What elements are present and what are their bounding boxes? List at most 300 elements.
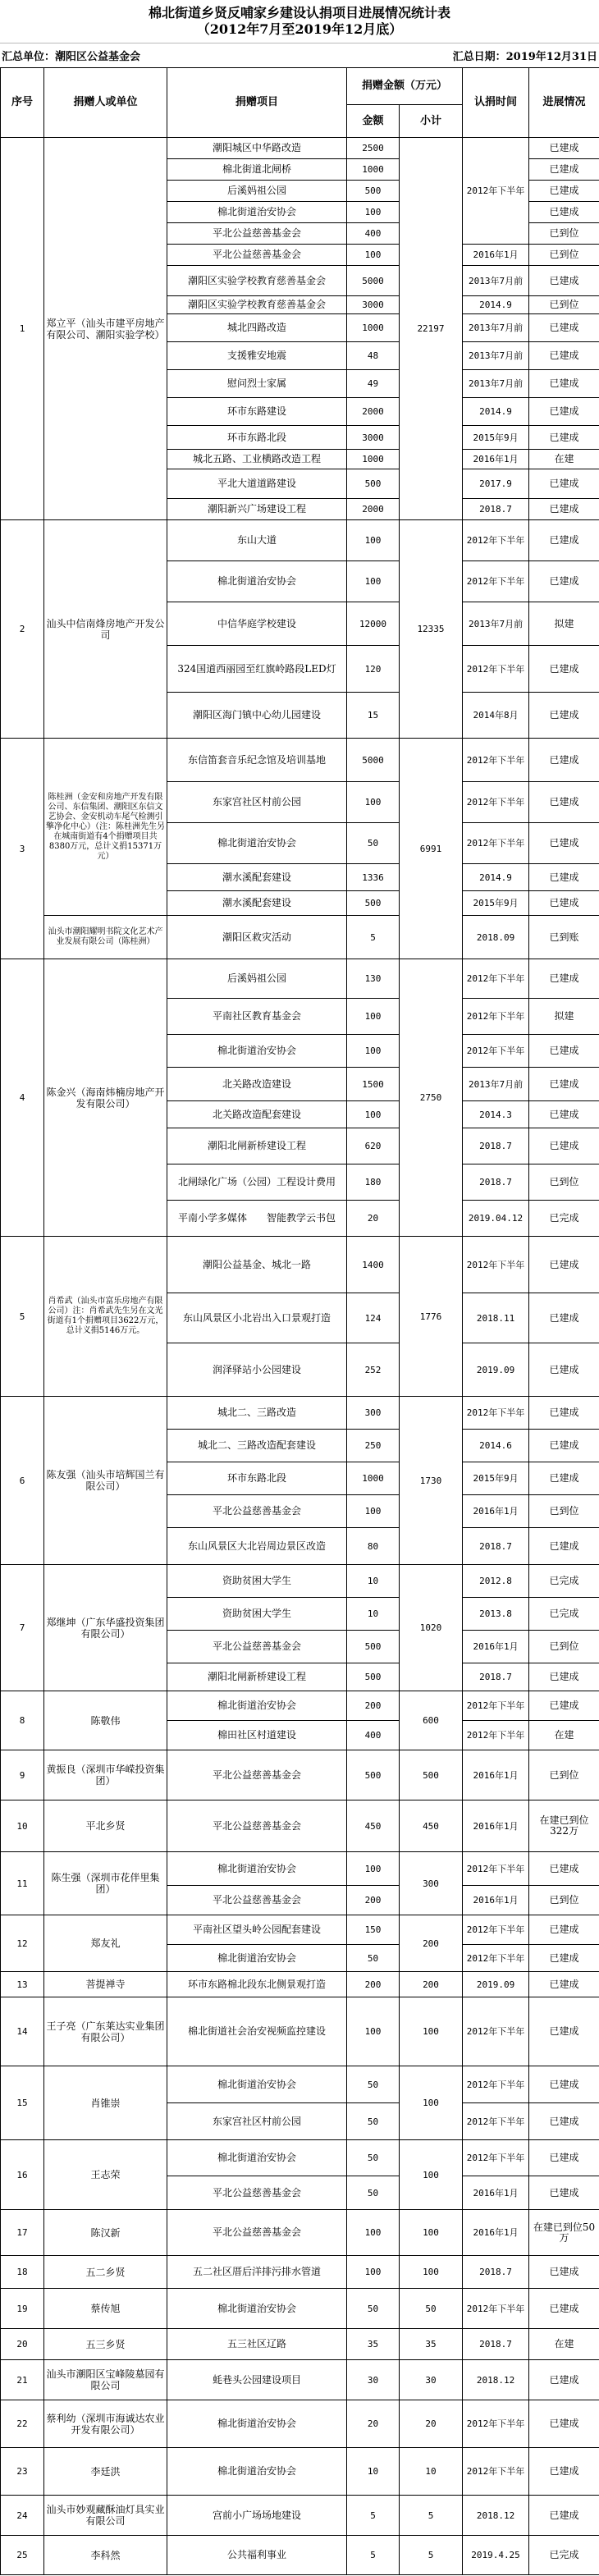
status-cell: 已建成 xyxy=(529,864,599,891)
time-cell: 2018.7 xyxy=(463,2256,529,2289)
status-cell: 已建成 xyxy=(529,520,599,561)
status-cell: 已建成 xyxy=(529,823,599,864)
amount-cell: 500 xyxy=(347,891,400,916)
table-row xyxy=(1,739,599,782)
donor-cell: 陈桂洲（金安和房地产开发有限公司、东信集团、潮阳区东信文艺协会、金安机动车尾气检测引擎净化中心）（注：陈桂洲先生另在城南街道有4个捐赠项目共8380万元，总计义捐15371万元） xyxy=(44,739,167,916)
title-line1: 棉北街道乡贤反哺家乡建设认捐项目进展情况统计表 xyxy=(148,5,450,21)
table-row xyxy=(1,2329,599,2360)
subtotal-cell: 22197 xyxy=(400,138,463,520)
project-cell: 潮阳北闸新桥建设工程 xyxy=(167,1663,347,1691)
project-cell: 潮阳区海门镇中心幼儿园建设 xyxy=(167,693,347,739)
subtotal-cell: 12335 xyxy=(400,520,463,739)
amount-cell: 100 xyxy=(347,1101,400,1128)
project-cell: 棉田社区村道建设 xyxy=(167,1721,347,1750)
header-amount-group: 捐赠金额（万元） xyxy=(347,68,463,105)
time-cell: 2019.4.25 xyxy=(463,2536,529,2575)
time-cell: 2012年下半年 xyxy=(463,1852,529,1886)
time-cell: 2013年7月前 xyxy=(463,1068,529,1101)
seq-cell: 16 xyxy=(1,2140,44,2210)
summary-unit: 汇总单位：潮阳区公益基金会 xyxy=(2,51,141,63)
project-cell: 棉北街道社会治安视频监控建设 xyxy=(167,1997,347,2066)
project-cell: 环市东路棉北段东北侧景观打造 xyxy=(167,1972,347,1997)
amount-cell: 500 xyxy=(347,469,400,499)
amount-cell: 100 xyxy=(347,1035,400,1068)
project-cell: 北关路改造建设 xyxy=(167,1068,347,1101)
project-cell: 东家宫社区村前公园 xyxy=(167,782,347,823)
time-cell: 2012年下半年 xyxy=(463,739,529,782)
donor-cell: 郑友礼 xyxy=(44,1915,167,1972)
amount-cell: 100 xyxy=(347,245,400,266)
time-cell: 2012年下半年 xyxy=(463,646,529,693)
project-cell: 潮阳城区中华路改造 xyxy=(167,138,347,159)
table-row xyxy=(1,520,599,561)
subtotal-cell: 600 xyxy=(400,1691,463,1750)
subtotal-cell: 200 xyxy=(400,1972,463,1997)
project-cell: 潮阳新兴广场建设工程 xyxy=(167,499,347,520)
status-cell: 已建成 xyxy=(529,2400,599,2448)
project-cell: 棉北街道治安协会 xyxy=(167,1945,347,1972)
project-cell: 平南社区教育基金会 xyxy=(167,999,347,1035)
status-cell: 已到位 xyxy=(529,245,599,266)
subtotal-cell: 20 xyxy=(400,2400,463,2448)
time-cell: 2012年下半年 xyxy=(463,1691,529,1721)
summary-info xyxy=(0,43,599,67)
status-cell: 已建成 xyxy=(529,314,599,342)
table-row xyxy=(1,1691,599,1721)
amount-cell: 50 xyxy=(347,1945,400,1972)
subtotal-cell: 5 xyxy=(400,2536,463,2575)
document-title xyxy=(0,0,599,43)
time-cell: 2014年8月 xyxy=(463,693,529,739)
header-donor: 捐赠人或单位 xyxy=(44,68,167,138)
table-row xyxy=(1,2496,599,2536)
seq-cell: 17 xyxy=(1,2210,44,2256)
project-cell: 城北二、三路改造配套建设 xyxy=(167,1430,347,1462)
amount-cell: 200 xyxy=(347,1972,400,1997)
time-cell: 2018.12 xyxy=(463,2496,529,2536)
header-time: 认捐时间 xyxy=(463,68,529,138)
donor-cell: 陈友强（汕头市培辉国兰有限公司） xyxy=(44,1397,167,1565)
project-cell: 东信笛套音乐纪念馆及培训基地 xyxy=(167,739,347,782)
seq-cell: 24 xyxy=(1,2496,44,2536)
time-cell: 2016年1月 xyxy=(463,1495,529,1528)
amount-cell: 100 xyxy=(347,999,400,1035)
amount-cell: 5000 xyxy=(347,739,400,782)
seq-cell: 11 xyxy=(1,1852,44,1915)
seq-cell: 22 xyxy=(1,2400,44,2448)
time-cell: 2018.7 xyxy=(463,1164,529,1201)
amount-cell: 100 xyxy=(347,2210,400,2256)
donor-cell: 蔡传旭 xyxy=(44,2289,167,2329)
time-cell: 2012年下半年 xyxy=(463,1237,529,1293)
table-row xyxy=(1,2448,599,2496)
donor-cell: 陈生强（深圳市花伴里集团） xyxy=(44,1852,167,1915)
time-cell: 2015年9月 xyxy=(463,891,529,916)
project-cell: 棉北街道治安协会 xyxy=(167,202,347,223)
project-cell: 平北大道道路建设 xyxy=(167,469,347,499)
project-cell: 棉北街道治安协会 xyxy=(167,1691,347,1721)
subtotal-cell: 100 xyxy=(400,2256,463,2289)
subtotal-cell: 100 xyxy=(400,2140,463,2210)
amount-cell: 1000 xyxy=(347,450,400,469)
amount-cell: 1000 xyxy=(347,1462,400,1495)
time-cell: 2019.04.12 xyxy=(463,1201,529,1237)
time-cell: 2017.9 xyxy=(463,469,529,499)
time-cell: 2016年1月 xyxy=(463,2176,529,2210)
amount-cell: 400 xyxy=(347,1721,400,1750)
header-subtotal: 小计 xyxy=(400,105,463,138)
project-cell: 东山风景区大北岩周边景区改造 xyxy=(167,1528,347,1565)
table-row xyxy=(1,1915,599,1945)
time-cell: 2018.7 xyxy=(463,499,529,520)
status-cell: 已建成 xyxy=(529,1035,599,1068)
time-cell: 2012年下半年 xyxy=(463,520,529,561)
amount-cell: 3000 xyxy=(347,296,400,314)
project-cell: 棉北街道北闸桥 xyxy=(167,159,347,181)
amount-cell: 500 xyxy=(347,1631,400,1663)
donor-cell: 李廷洪 xyxy=(44,2448,167,2496)
table-body xyxy=(1,138,599,2575)
donor-cell: 陈汉新 xyxy=(44,2210,167,2256)
project-cell: 棉北街道治安协会 xyxy=(167,2400,347,2448)
status-cell: 已建成 xyxy=(529,693,599,739)
seq-cell: 23 xyxy=(1,2448,44,2496)
status-cell: 在建已到位50万 xyxy=(529,2210,599,2256)
seq-cell: 4 xyxy=(1,959,44,1237)
amount-cell: 10 xyxy=(347,2448,400,2496)
amount-cell: 50 xyxy=(347,2140,400,2176)
summary-date: 汇总日期：2019年12月31日 xyxy=(452,51,597,63)
status-cell: 已完成 xyxy=(529,2536,599,2575)
amount-cell: 200 xyxy=(347,1691,400,1721)
status-cell: 已建成 xyxy=(529,1462,599,1495)
time-cell: 2012年下半年 xyxy=(463,823,529,864)
status-cell: 已建成 xyxy=(529,1915,599,1945)
status-cell: 已建成 xyxy=(529,469,599,499)
subtotal-cell: 30 xyxy=(400,2360,463,2400)
project-cell: 润泽驿站小公园建设 xyxy=(167,1343,347,1397)
project-cell: 平北公益慈善基金会 xyxy=(167,1750,347,1800)
amount-cell: 5 xyxy=(347,2496,400,2536)
time-cell: 2012年下半年 xyxy=(463,2448,529,2496)
seq-cell: 12 xyxy=(1,1915,44,1972)
project-cell: 324国道西丽园至红旗岭路段LED灯 xyxy=(167,646,347,693)
seq-cell: 2 xyxy=(1,520,44,739)
status-cell: 已建成 xyxy=(529,159,599,181)
subtotal-cell: 35 xyxy=(400,2329,463,2360)
table-row xyxy=(1,1852,599,1886)
status-cell: 已建成 xyxy=(529,891,599,916)
project-cell: 棉北街道治安协会 xyxy=(167,2448,347,2496)
status-cell: 已建成 xyxy=(529,2066,599,2103)
status-cell: 已到位 xyxy=(529,296,599,314)
status-cell: 已建成 xyxy=(529,266,599,296)
time-cell: 2014.9 xyxy=(463,296,529,314)
status-cell: 已建成 xyxy=(529,499,599,520)
amount-cell: 180 xyxy=(347,1164,400,1201)
amount-cell: 30 xyxy=(347,2360,400,2400)
time-cell: 2016年1月 xyxy=(463,450,529,469)
status-cell: 已建成 xyxy=(529,426,599,450)
amount-cell: 20 xyxy=(347,1201,400,1237)
title-line2: （2012年7月至2019年12月底） xyxy=(196,21,403,37)
seq-cell: 18 xyxy=(1,2256,44,2289)
project-cell: 潮阳区实验学校教育慈善基金会 xyxy=(167,266,347,296)
donor-cell: 汕头中信南烽房地产开发公司 xyxy=(44,520,167,739)
time-cell: 2012年下半年 xyxy=(463,959,529,999)
seq-cell: 9 xyxy=(1,1750,44,1800)
status-cell: 已建成 xyxy=(529,1430,599,1462)
amount-cell: 200 xyxy=(347,1886,400,1915)
project-cell: 棉北街道治安协会 xyxy=(167,2140,347,2176)
header-project: 捐赠项目 xyxy=(167,68,347,138)
status-cell: 已完成 xyxy=(529,1598,599,1631)
time-cell: 2012年下半年 xyxy=(463,999,529,1035)
time-cell: 2012年下半年 xyxy=(463,138,529,245)
time-cell: 2012年下半年 xyxy=(463,561,529,602)
donor-cell: 黄振良（深圳市华嵘投资集团） xyxy=(44,1750,167,1800)
amount-cell: 400 xyxy=(347,223,400,245)
status-cell: 已建成 xyxy=(529,1397,599,1430)
donor-cell: 李科然 xyxy=(44,2536,167,2575)
amount-cell: 100 xyxy=(347,1495,400,1528)
time-cell: 2012年下半年 xyxy=(463,1915,529,1945)
time-cell: 2018.7 xyxy=(463,1128,529,1164)
amount-cell: 5000 xyxy=(347,266,400,296)
amount-cell: 500 xyxy=(347,1750,400,1800)
project-cell: 潮阳北闸新桥建设工程 xyxy=(167,1128,347,1164)
project-cell: 公共福利事业 xyxy=(167,2536,347,2575)
amount-cell: 10 xyxy=(347,1598,400,1631)
project-cell: 环市东路北段 xyxy=(167,1462,347,1495)
project-cell: 潮阳区救灾活动 xyxy=(167,916,347,959)
project-cell: 慰问烈士家属 xyxy=(167,370,347,398)
project-cell: 北关路改造配套建设 xyxy=(167,1101,347,1128)
status-cell: 已到位 xyxy=(529,1750,599,1800)
donor-cell: 汕头市潮阳区宝峰陵墓园有限公司 xyxy=(44,2360,167,2400)
status-cell: 在建 xyxy=(529,1721,599,1750)
project-cell: 棉北街道治安协会 xyxy=(167,561,347,602)
table-row xyxy=(1,1397,599,1430)
project-cell: 东山风景区小北岩出入口景观打造 xyxy=(167,1293,347,1343)
project-cell: 潮阳区实验学校教育慈善基金会 xyxy=(167,296,347,314)
amount-cell: 620 xyxy=(347,1128,400,1164)
amount-cell: 15 xyxy=(347,693,400,739)
time-cell: 2013年7月前 xyxy=(463,602,529,646)
status-cell: 已建成 xyxy=(529,1293,599,1343)
time-cell: 2013年7月前 xyxy=(463,314,529,342)
status-cell: 在建已到位322万 xyxy=(529,1800,599,1852)
amount-cell: 5 xyxy=(347,916,400,959)
time-cell: 2014.9 xyxy=(463,398,529,426)
table-row xyxy=(1,1997,599,2066)
project-cell: 平北公益慈善基金会 xyxy=(167,223,347,245)
table-row xyxy=(1,1565,599,1598)
status-cell: 已建成 xyxy=(529,2289,599,2329)
project-cell: 后溪妈祖公园 xyxy=(167,181,347,202)
donor-cell: 五二乡贤 xyxy=(44,2256,167,2289)
time-cell: 2019.09 xyxy=(463,1343,529,1397)
status-cell: 已建成 xyxy=(529,561,599,602)
project-cell: 平南小学多媒体 智能教学云书包 xyxy=(167,1201,347,1237)
status-cell: 已建成 xyxy=(529,1343,599,1397)
amount-cell: 1500 xyxy=(347,1068,400,1101)
amount-cell: 1000 xyxy=(347,159,400,181)
status-cell: 已建成 xyxy=(529,1972,599,1997)
time-cell: 2015年9月 xyxy=(463,1462,529,1495)
amount-cell: 100 xyxy=(347,561,400,602)
time-cell: 2016年1月 xyxy=(463,2210,529,2256)
status-cell: 已到位 xyxy=(529,1631,599,1663)
amount-cell: 2000 xyxy=(347,499,400,520)
seq-cell: 5 xyxy=(1,1237,44,1397)
time-cell: 2018.11 xyxy=(463,1293,529,1343)
time-cell: 2012年下半年 xyxy=(463,2400,529,2448)
status-cell: 已建成 xyxy=(529,2448,599,2496)
table-row xyxy=(1,2256,599,2289)
project-cell: 五三社区辽路 xyxy=(167,2329,347,2360)
time-cell: 2018.7 xyxy=(463,2329,529,2360)
amount-cell: 50 xyxy=(347,2066,400,2103)
status-cell: 已到位 xyxy=(529,1886,599,1915)
header-status: 进展情况 xyxy=(529,68,599,138)
subtotal-cell: 2750 xyxy=(400,959,463,1237)
time-cell: 2012年下半年 xyxy=(463,2103,529,2140)
amount-cell: 50 xyxy=(347,823,400,864)
time-cell: 2018.12 xyxy=(463,2360,529,2400)
project-cell: 城北五路、工业横路改造工程 xyxy=(167,450,347,469)
status-cell: 已建成 xyxy=(529,1945,599,1972)
amount-cell: 1400 xyxy=(347,1237,400,1293)
seq-cell: 21 xyxy=(1,2360,44,2400)
subtotal-cell: 50 xyxy=(400,2289,463,2329)
seq-cell: 20 xyxy=(1,2329,44,2360)
table-row xyxy=(1,138,599,159)
table-row xyxy=(1,2400,599,2448)
header-amount: 金额 xyxy=(347,105,400,138)
header-seq: 序号 xyxy=(1,68,44,138)
status-cell: 拟建 xyxy=(529,999,599,1035)
status-cell: 已建成 xyxy=(529,1128,599,1164)
subtotal-cell: 10 xyxy=(400,2448,463,2496)
project-cell: 后溪妈祖公园 xyxy=(167,959,347,999)
status-cell: 已建成 xyxy=(529,959,599,999)
seq-cell: 1 xyxy=(1,138,44,520)
donor-cell: 菩提禅寺 xyxy=(44,1972,167,1997)
status-cell: 已建成 xyxy=(529,2176,599,2210)
seq-cell: 14 xyxy=(1,1997,44,2066)
amount-cell: 10 xyxy=(347,1565,400,1598)
table-row xyxy=(1,2210,599,2256)
amount-cell: 100 xyxy=(347,202,400,223)
donor-cell: 肖希武（汕头市富乐房地产有限公司）注：肖希武先生另在文光街道有1个捐赠项目3622万元，总计义捐5146万元。 xyxy=(44,1237,167,1397)
time-cell: 2018.09 xyxy=(463,916,529,959)
amount-cell: 50 xyxy=(347,2103,400,2140)
time-cell: 2012年下半年 xyxy=(463,1035,529,1068)
seq-cell: 13 xyxy=(1,1972,44,1997)
project-cell: 东家宫社区村前公园 xyxy=(167,2103,347,2140)
status-cell: 已建成 xyxy=(529,1691,599,1721)
table-row xyxy=(1,2536,599,2575)
table-row xyxy=(1,2289,599,2329)
project-cell: 潮阳公益基金、城北一路 xyxy=(167,1237,347,1293)
status-cell: 已完成 xyxy=(529,1565,599,1598)
amount-cell: 50 xyxy=(347,2176,400,2210)
time-cell: 2014.9 xyxy=(463,864,529,891)
seq-cell: 3 xyxy=(1,739,44,959)
subtotal-cell: 200 xyxy=(400,1915,463,1972)
project-cell: 潮水溪配套建设 xyxy=(167,891,347,916)
seq-cell: 8 xyxy=(1,1691,44,1750)
status-cell: 已建成 xyxy=(529,2360,599,2400)
status-cell: 已完成 xyxy=(529,1201,599,1237)
status-cell: 已到账 xyxy=(529,916,599,959)
time-cell: 2012年下半年 xyxy=(463,1997,529,2066)
time-cell: 2016年1月 xyxy=(463,1886,529,1915)
time-cell: 2014.3 xyxy=(463,1101,529,1128)
amount-cell: 130 xyxy=(347,959,400,999)
time-cell: 2016年1月 xyxy=(463,245,529,266)
amount-cell: 50 xyxy=(347,2289,400,2329)
project-cell: 平北公益慈善基金会 xyxy=(167,1800,347,1852)
table-row xyxy=(1,1750,599,1800)
status-cell: 在建 xyxy=(529,2329,599,2360)
amount-cell: 150 xyxy=(347,1915,400,1945)
time-cell: 2012年下半年 xyxy=(463,2140,529,2176)
project-cell: 潮水溪配套建设 xyxy=(167,864,347,891)
amount-cell: 120 xyxy=(347,646,400,693)
status-cell: 已建成 xyxy=(529,646,599,693)
amount-cell: 35 xyxy=(347,2329,400,2360)
status-cell: 已建成 xyxy=(529,739,599,782)
project-cell: 平北公益慈善基金会 xyxy=(167,1631,347,1663)
status-cell: 拟建 xyxy=(529,602,599,646)
status-cell: 已到位 xyxy=(529,1164,599,1201)
project-cell: 平北公益慈善基金会 xyxy=(167,1495,347,1528)
amount-cell: 100 xyxy=(347,1997,400,2066)
subtotal-cell: 6991 xyxy=(400,739,463,959)
project-cell: 宫前小广场场地建设 xyxy=(167,2496,347,2536)
amount-cell: 12000 xyxy=(347,602,400,646)
donor-cell: 汕头市潮阳耀明书院文化艺术产业发展有限公司（陈桂洲） xyxy=(44,916,167,959)
status-cell: 已到位 xyxy=(529,1495,599,1528)
amount-cell: 2500 xyxy=(347,138,400,159)
project-cell: 蚝巷头公园建设项目 xyxy=(167,2360,347,2400)
status-cell: 已建成 xyxy=(529,1663,599,1691)
donor-cell: 肖锥崇 xyxy=(44,2066,167,2140)
project-cell: 平北公益慈善基金会 xyxy=(167,2210,347,2256)
status-cell: 已建成 xyxy=(529,1101,599,1128)
subtotal-cell: 1730 xyxy=(400,1397,463,1565)
project-cell: 支援雅安地震 xyxy=(167,342,347,370)
status-cell: 已建成 xyxy=(529,1068,599,1101)
amount-cell: 500 xyxy=(347,1663,400,1691)
subtotal-cell: 1776 xyxy=(400,1237,463,1397)
donor-cell: 王子亮（广东莱达实业集团有限公司） xyxy=(44,1997,167,2066)
project-cell: 平北公益慈善基金会 xyxy=(167,245,347,266)
amount-cell: 500 xyxy=(347,181,400,202)
status-cell: 已建成 xyxy=(529,181,599,202)
project-cell: 棉北街道治安协会 xyxy=(167,1035,347,1068)
status-cell: 已建成 xyxy=(529,138,599,159)
project-cell: 环市东路建设 xyxy=(167,398,347,426)
subtotal-cell: 100 xyxy=(400,2066,463,2140)
status-cell: 已建成 xyxy=(529,370,599,398)
subtotal-cell: 450 xyxy=(400,1800,463,1852)
project-cell: 平北公益慈善基金会 xyxy=(167,2176,347,2210)
time-cell: 2014.6 xyxy=(463,1430,529,1462)
table-row xyxy=(1,1972,599,1997)
